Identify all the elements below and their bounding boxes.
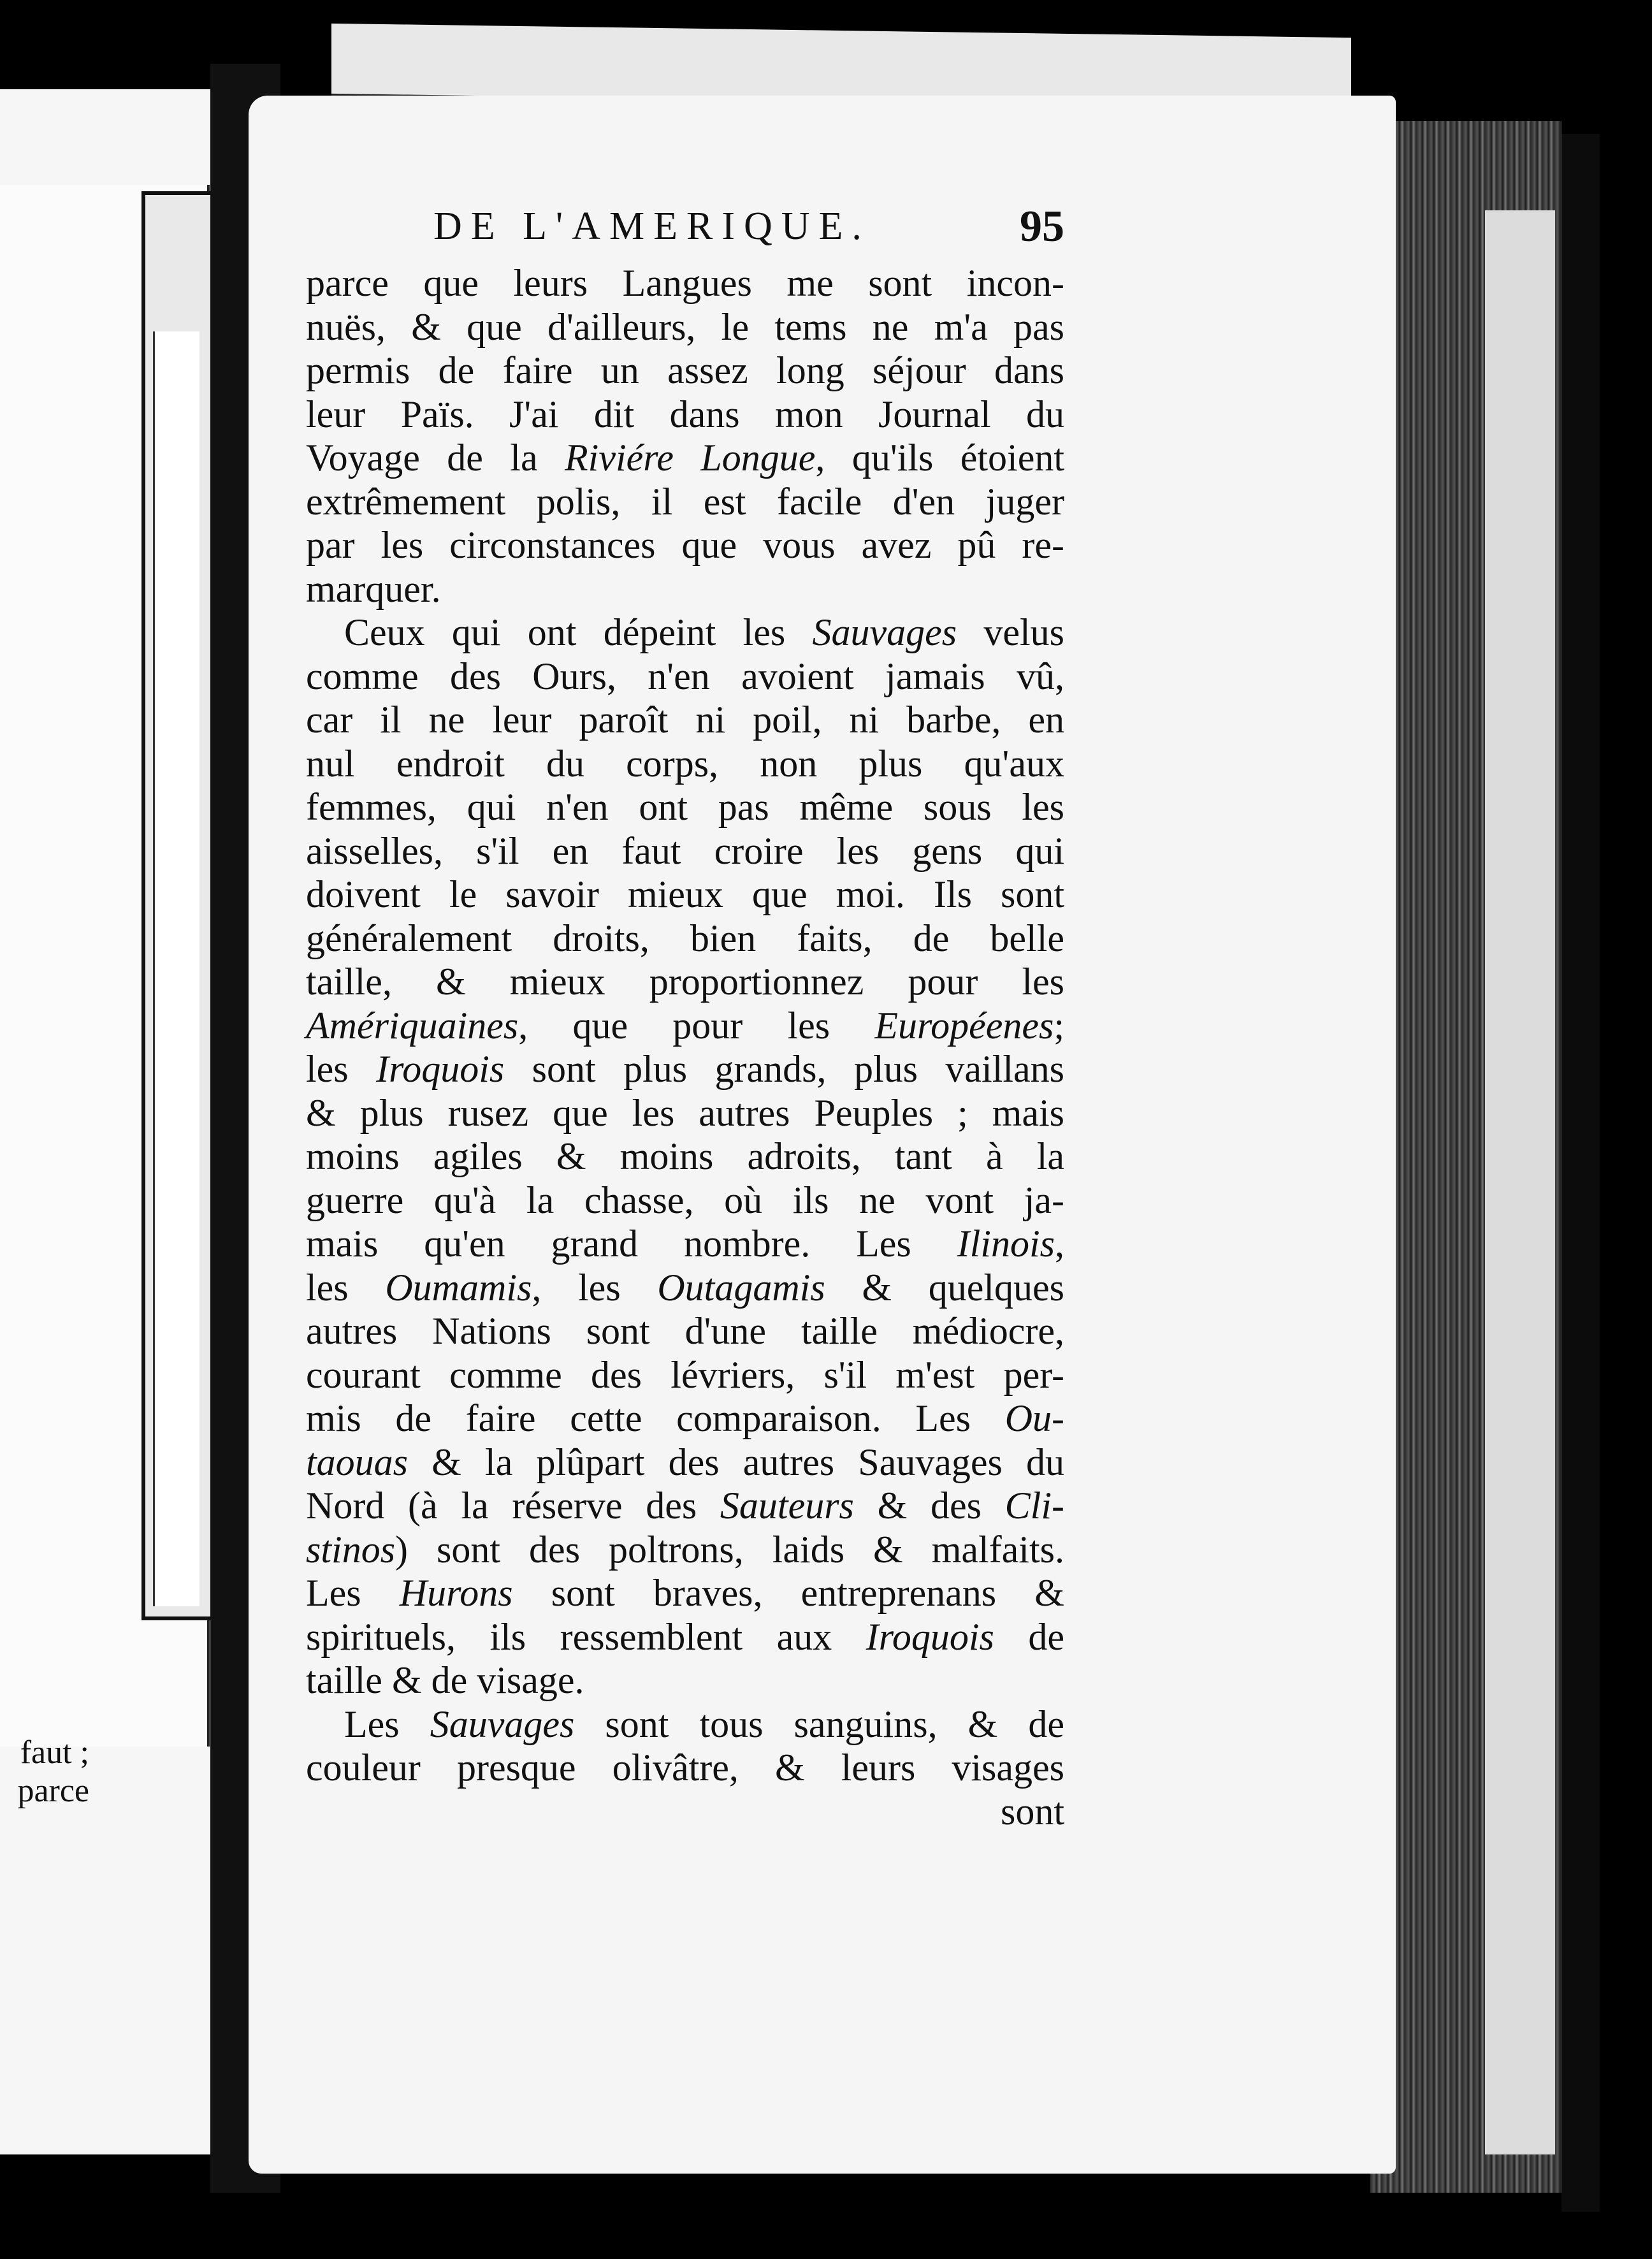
text-line [306, 960, 1064, 1004]
text-run: couleur presque olivâtre, & leurs visages [306, 1747, 1064, 1789]
text-line [306, 742, 1064, 786]
text-run: les [306, 1048, 377, 1090]
text-run: sont plus grands, plus vaillans [504, 1048, 1065, 1090]
text-line [306, 1091, 1064, 1135]
text-line [306, 1353, 1064, 1397]
text-run: & la plûpart des autres Sauvages du [408, 1441, 1064, 1483]
text-run: taille, & mieux proportionnez pour les [306, 961, 1064, 1003]
italic-term: Amériquaines [306, 1004, 519, 1047]
text-line [306, 349, 1064, 393]
text-run: courant comme des lévriers, s'il m'est per- [306, 1353, 1064, 1396]
text-run: extrêmement polis, il est facile d'en juger [306, 480, 1064, 523]
text-run: autres Nations sont d'une taille médiocre, [306, 1310, 1064, 1352]
text-line [306, 1004, 1064, 1048]
previous-page-plate [153, 331, 199, 1606]
text-run: & plus rusez que les autres Peuples ; mais [306, 1091, 1064, 1134]
text-line [306, 393, 1064, 437]
text-run: comme des Ours, n'en avoient jamais vû, [306, 655, 1064, 697]
text-run: sont tous sanguins, & de [574, 1703, 1064, 1745]
text-line [306, 1441, 1064, 1485]
previous-page-edge-text [0, 1734, 89, 1810]
text-line [306, 1615, 1064, 1659]
text-line [306, 261, 1064, 305]
text-line [306, 1135, 1064, 1179]
italic-term: Sauvages [430, 1703, 575, 1745]
text-run: ) sont des poltrons, laids & malfaits. [395, 1528, 1064, 1571]
italic-term: Sauteurs [720, 1485, 854, 1527]
text-line [306, 1746, 1064, 1790]
italic-term: Ilinois [957, 1223, 1055, 1265]
text-line [306, 785, 1064, 829]
text-line [306, 1571, 1064, 1615]
text-line [306, 436, 1064, 480]
text-run: velus [957, 611, 1064, 653]
previous-page-edge-line: faut ; [20, 1734, 89, 1771]
italic-term: Outagamis [657, 1266, 825, 1309]
text-run: nuës, & que d'ailleurs, le tems ne m'a pas [306, 305, 1064, 348]
text-line [306, 1790, 1064, 1834]
text-run: & des [853, 1485, 1005, 1527]
text-run: nul endroit du corps, non plus qu'aux [306, 742, 1064, 785]
text-line [306, 1222, 1064, 1266]
text-run: mais qu'en grand nombre. Les [306, 1223, 957, 1265]
text-run: & quelques [825, 1266, 1064, 1309]
text-run: , que pour les [518, 1004, 875, 1047]
italic-term: Sauvages [812, 611, 957, 653]
text-run: leur Païs. J'ai dit dans mon Journal du [306, 393, 1064, 435]
text-run: par les circonstances que vous avez pû re- [306, 524, 1064, 566]
text-run: moins agiles & moins adroits, tant à la [306, 1135, 1064, 1177]
text-run: doivent le savoir mieux que moi. Ils sont [306, 873, 1064, 915]
italic-term: Iroquois [376, 1048, 505, 1090]
italic-term: taouas [306, 1441, 409, 1483]
italic-term: Riviére Longue [565, 437, 816, 479]
text-run: , qu'ils étoient [815, 437, 1064, 479]
text-run: les [306, 1266, 386, 1309]
italic-term: Cli- [1004, 1485, 1064, 1527]
text-line [306, 523, 1064, 567]
text-run: femmes, qui n'en ont pas même sous les [306, 786, 1064, 828]
text-line [306, 1528, 1064, 1572]
text-run: aisselles, s'il en faut croire les gens qui [306, 829, 1064, 872]
running-head [306, 204, 1064, 261]
text-line [306, 611, 1064, 655]
text-line [306, 1309, 1064, 1353]
text-line [306, 1397, 1064, 1441]
text-line [306, 1266, 1064, 1310]
text-run: , [1055, 1223, 1064, 1265]
text-run: marquer. [306, 567, 441, 610]
italic-term: Hurons [399, 1572, 513, 1614]
text-line [306, 698, 1064, 742]
running-title: DE L'AMERIQUE. [433, 205, 871, 248]
text-run: parce que leurs Langues me sont incon- [306, 262, 1064, 304]
book-cover-edge [1561, 134, 1600, 2212]
page-text-block [306, 204, 1064, 1833]
text-run: mis de faire cette comparaison. Les [306, 1397, 1005, 1439]
italic-term: Ou- [1004, 1397, 1064, 1439]
text-line [306, 829, 1064, 873]
italic-term: stinos [306, 1528, 396, 1571]
text-run: généralement droits, bien faits, de belle [306, 917, 1064, 959]
book-fore-edge-highlight [1485, 210, 1555, 2154]
text-line [306, 873, 1064, 917]
text-run: Les [344, 1703, 430, 1745]
text-line [306, 1484, 1064, 1528]
text-run: taille & de visage. [306, 1659, 584, 1701]
text-line [306, 1659, 1064, 1703]
italic-term: Européenes [874, 1004, 1054, 1047]
text-line [306, 305, 1064, 349]
text-line [306, 917, 1064, 961]
text-run: ; [1054, 1004, 1064, 1047]
text-line [306, 1047, 1064, 1091]
text-run: permis de faire un assez long séjour dans [306, 349, 1064, 391]
text-line [306, 655, 1064, 699]
text-run: guerre qu'à la chasse, où ils ne vont ja- [306, 1179, 1064, 1221]
italic-term: Oumamis [385, 1266, 532, 1309]
text-run: Voyage de la [306, 437, 565, 479]
text-run: , les [532, 1266, 658, 1309]
text-run: de [994, 1615, 1064, 1658]
italic-term: Iroquois [866, 1615, 994, 1658]
body-text [306, 261, 1064, 1833]
text-run: sont [1000, 1790, 1064, 1833]
text-line [306, 1179, 1064, 1223]
text-run: sont braves, entreprenans & [512, 1572, 1064, 1614]
text-run: Les [306, 1572, 400, 1614]
text-line [306, 480, 1064, 524]
page-number: 95 [1020, 202, 1064, 251]
text-run: Nord (à la réserve des [306, 1485, 720, 1527]
text-line [306, 1703, 1064, 1747]
text-run: Ceux qui ont dépeint les [344, 611, 813, 653]
text-run: car il ne leur paroît ni poil, ni barbe, en [306, 699, 1064, 741]
previous-page-edge-line: parce [17, 1773, 89, 1809]
text-line [306, 567, 1064, 611]
text-run: spirituels, ils ressemblent aux [306, 1615, 866, 1658]
